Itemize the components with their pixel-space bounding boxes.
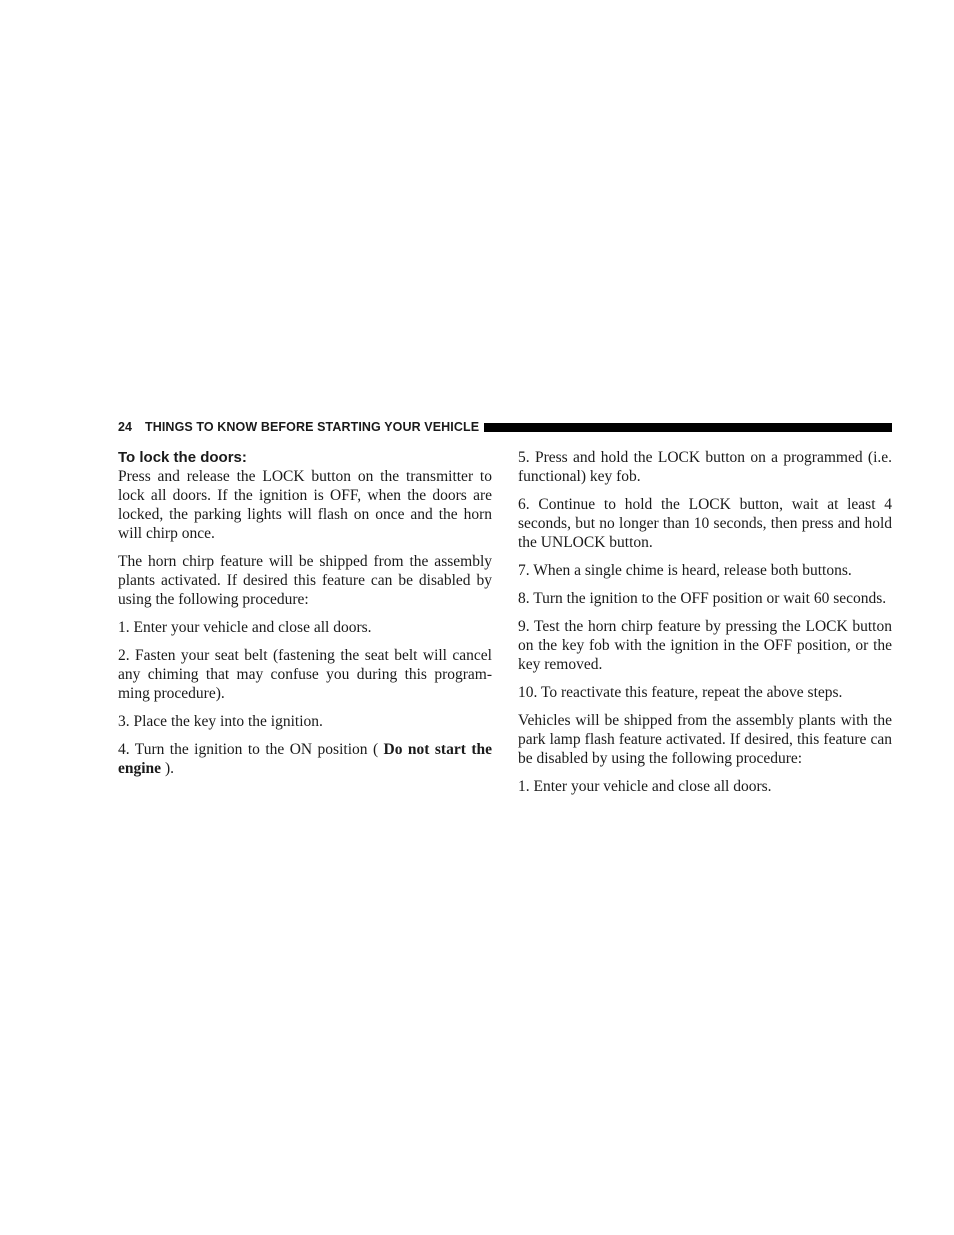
- lock-doors-paragraph: Press and release the LOCK button on the transmitter to lock all doors. If the ignition is OFF, when the doors are locked, the parking lights will flash on once and the horn will chirp once.: [118, 468, 492, 542]
- procedure-step: 2. Fasten your seat belt (fastening the seat belt will cancel any chiming that may confuse you during this program-ming procedure).: [118, 647, 492, 702]
- procedure-step: 3. Place the key into the ignition.: [118, 713, 323, 730]
- procedure-step: 7. When a single chime is heard, release both buttons.: [518, 562, 852, 579]
- park-lamp-flash-paragraph: Vehicles will be shipped from the assembly plants with the park lamp flash feature activated. If desired, this feature can be disabled by using the following procedure:: [518, 712, 892, 767]
- step-text: 4. Turn the ignition to the ON position (: [118, 741, 384, 758]
- step-warning-bold: Do not start the engine: [118, 741, 492, 777]
- step-text: ).: [161, 760, 174, 777]
- procedure-step: 1. Enter your vehicle and close all doors.: [518, 778, 772, 795]
- procedure-step: 5. Press and hold the LOCK button on a programmed (i.e. functional) key fob.: [518, 449, 892, 485]
- procedure-step: [118, 740, 492, 778]
- procedure-step: 8. Turn the ignition to the OFF position or wait 60 seconds.: [518, 590, 887, 607]
- page-number: 24: [118, 420, 132, 434]
- page-header: [118, 419, 892, 435]
- procedure-step: 10. To reactivate this feature, repeat the above steps.: [518, 684, 843, 701]
- procedure-step: 6. Continue to hold the LOCK button, wait at least 4 seconds, but no longer than 10 seconds, then press and hold the UNLOCK button.: [518, 496, 892, 551]
- procedure-step: 1. Enter your vehicle and close all doors.: [118, 619, 372, 636]
- horn-chirp-paragraph: The horn chirp feature will be shipped from the assembly plants activated. If desired this feature can be disabled by using the following procedure:: [118, 553, 492, 608]
- procedure-step: 9. Test the horn chirp feature by pressing the LOCK button on the key fob with the ignition in the OFF position, or the key removed.: [518, 618, 892, 673]
- section-title: THINGS TO KNOW BEFORE STARTING YOUR VEHICLE: [145, 420, 480, 434]
- header-rule-bar: [484, 423, 892, 432]
- right-column: [518, 448, 892, 805]
- left-column: [118, 448, 492, 787]
- lock-doors-heading: To lock the doors:: [118, 449, 247, 466]
